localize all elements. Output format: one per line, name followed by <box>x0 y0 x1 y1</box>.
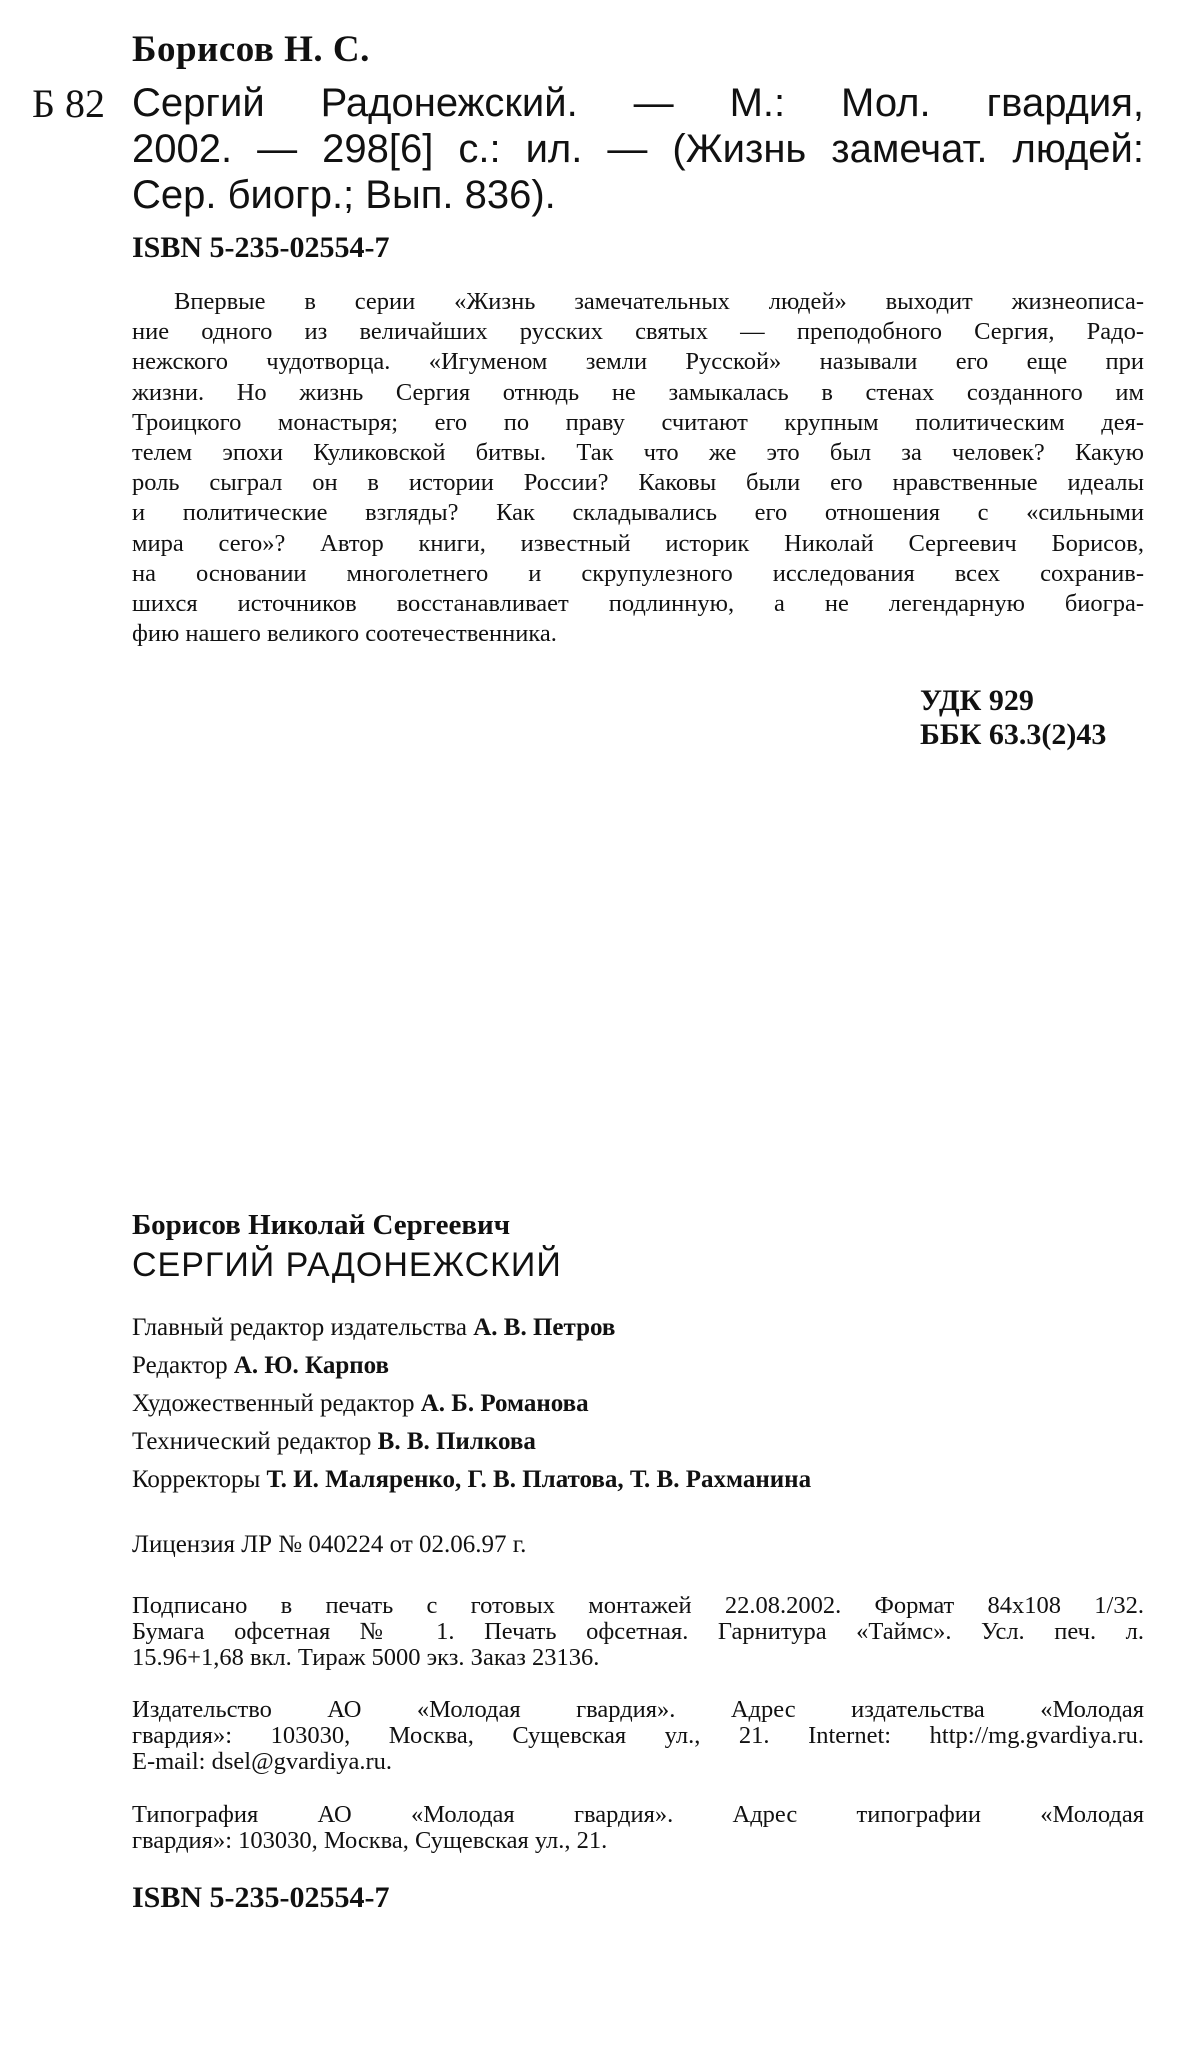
staff-credit <box>132 1428 536 1456</box>
staff-credit <box>132 1314 615 1342</box>
bibliographic-entry-line: Сергий Радонежский. — М.: Мол. гвардия, <box>132 81 1144 125</box>
staff-name: В. В. Пилкова <box>377 1428 536 1455</box>
staff-credit <box>132 1466 811 1494</box>
udk-code: УДК 929 <box>920 684 1034 717</box>
annotation-line: роль сыграл он в истории России? Каковы были его нравственные идеалы <box>132 469 1144 497</box>
print-info-line: Подписано в печать с готовых монтажей 22.08.2002. Формат 84x108 1/32. <box>132 1592 1144 1619</box>
bibliographic-entry <box>132 80 1144 218</box>
bibliographic-entry-line: 2002. — 298[6] с.: ил. — (Жизнь замечат. людей: <box>132 127 1144 171</box>
printer-info-paragraph <box>132 1802 1144 1854</box>
annotation-line: и политические взгляды? Как складывались его отношения с «сильными <box>132 499 1144 527</box>
staff-name: А. Б. Романова <box>420 1390 589 1417</box>
annotation-line: фию нашего великого соотечественника. <box>132 620 557 648</box>
catalog-code: Б 82 <box>32 81 105 126</box>
annotation-line: нежского чудотворца. «Игуменом земли Русской» называли его еще при <box>132 348 1144 376</box>
imprint-author: Борисов Николай Сергеевич <box>132 1209 511 1241</box>
staff-role: Художественный редактор <box>132 1390 421 1417</box>
staff-role: Корректоры <box>132 1466 267 1493</box>
print-info-paragraph <box>132 1593 1144 1671</box>
publisher-info-line: гвардия»: 103030, Москва, Сущевская ул., 21. Internet: http://mg.gvardiya.ru. <box>132 1722 1144 1749</box>
staff-name: А. Ю. Карпов <box>233 1352 390 1379</box>
annotation-line: шихся источников восстанавливает подлинную, а не легендарную биогра- <box>132 590 1144 618</box>
annotation-line: Троицкого монастыря; его по праву считают крупным политическим дея- <box>132 408 1144 436</box>
annotation-line: жизни. Но жизнь Сергия отнюдь не замыкалась в стенах созданного им <box>132 378 1144 406</box>
imprint-title: СЕРГИЙ РАДОНЕЖСКИЙ <box>132 1246 562 1284</box>
bibliographic-entry-line: Сер. биогр.; Вып. 836). <box>132 173 556 217</box>
publisher-info-paragraph <box>132 1697 1144 1775</box>
staff-credit <box>132 1352 389 1380</box>
staff-name: Т. И. Маляренко, Г. В. Платова, Т. В. Рахманина <box>266 1466 812 1493</box>
isbn-top: ISBN 5-235-02554-7 <box>132 231 390 264</box>
annotation-line: Впервые в серии «Жизнь замечательных людей» выходит жизнеописа- <box>174 288 1144 315</box>
printer-info-line: гвардия»: 103030, Москва, Сущевская ул., 21. <box>132 1827 608 1854</box>
bbk-code: ББК 63.3(2)43 <box>920 718 1107 751</box>
print-info-line: 15.96+1,68 вкл. Тираж 5000 экз. Заказ 23136. <box>132 1644 600 1671</box>
author-heading: Борисов Н. С. <box>132 29 370 70</box>
publisher-info-line: E-mail: dsel@gvardiya.ru. <box>132 1748 393 1775</box>
staff-credit <box>132 1390 589 1418</box>
annotation-line: ние одного из величайших русских святых — преподобного Сергия, Радо- <box>132 318 1144 346</box>
annotation-line: мира сего»? Автор книги, известный историк Николай Сергеевич Борисов, <box>132 529 1144 557</box>
staff-name: А. В. Петров <box>473 1314 616 1341</box>
staff-role: Редактор <box>132 1352 234 1379</box>
staff-role: Главный редактор издательства <box>132 1314 474 1341</box>
license-line: Лицензия ЛР № 040224 от 02.06.97 г. <box>132 1531 527 1558</box>
annotation-paragraph <box>132 287 1144 649</box>
publisher-info-line: Издательство АО «Молодая гвардия». Адрес издательства «Молодая <box>132 1696 1144 1723</box>
annotation-line: на основании многолетнего и скрупулезного исследования всех сохранив- <box>132 559 1144 587</box>
annotation-line: телем эпохи Куликовской битвы. Так что же это был за человек? Какую <box>132 439 1144 467</box>
staff-role: Технический редактор <box>132 1428 378 1455</box>
printer-info-line: Типография АО «Молодая гвардия». Адрес типографии «Молодая <box>132 1801 1144 1828</box>
isbn-bottom: ISBN 5-235-02554-7 <box>132 1881 390 1914</box>
print-info-line: Бумага офсетная № 1. Печать офсетная. Гарнитура «Таймс». Усл. печ. л. <box>132 1618 1144 1645</box>
